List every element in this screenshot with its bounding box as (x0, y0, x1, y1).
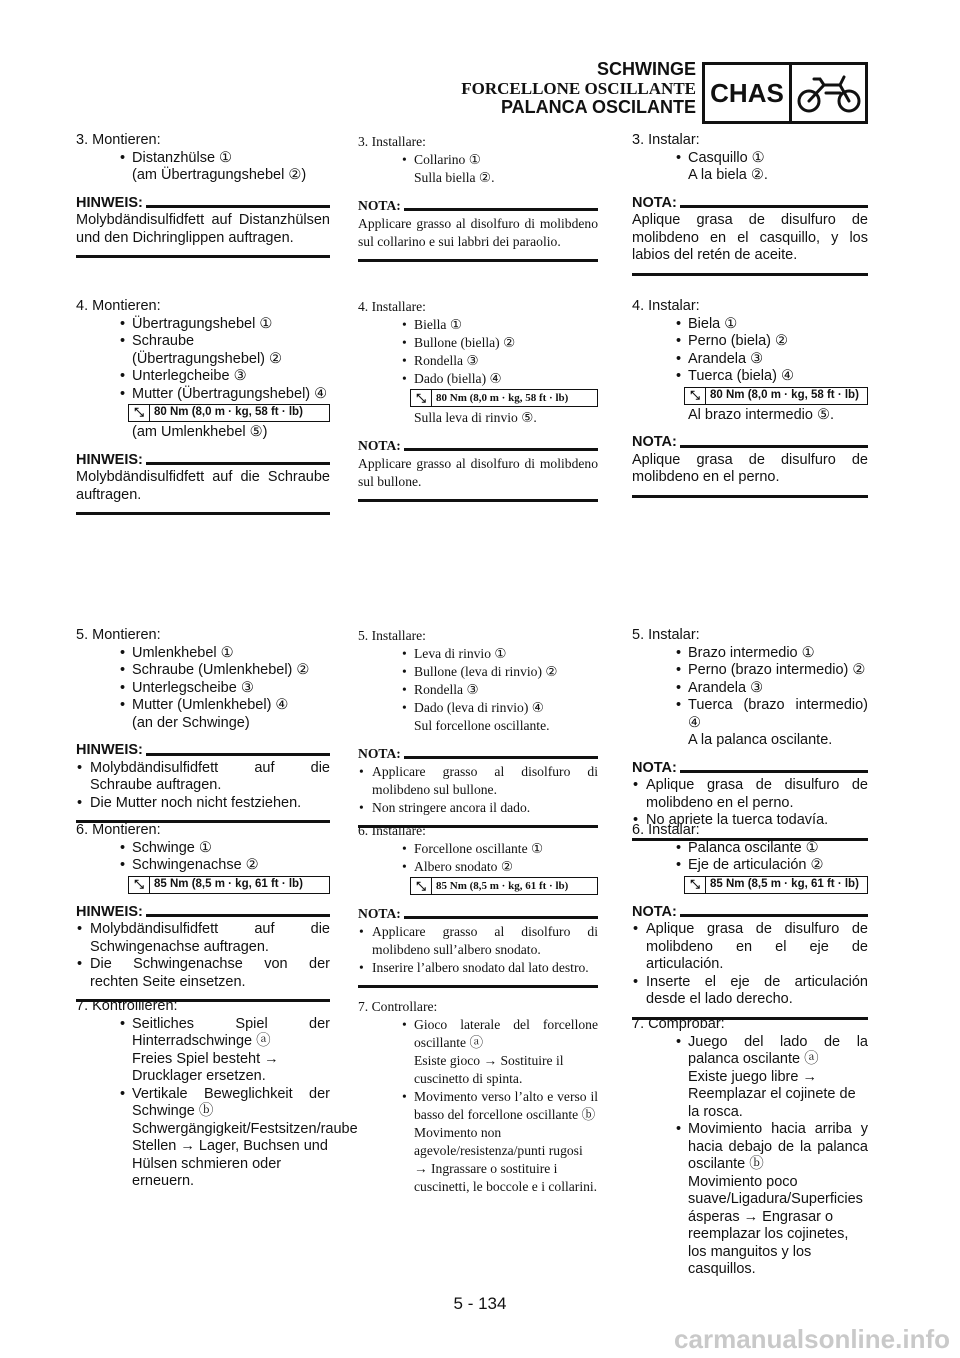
note-label: NOTA: (358, 197, 598, 215)
de-step-7 (76, 998, 358, 1191)
note-label: HINWEIS: (76, 452, 330, 470)
note-label: NOTA: (632, 434, 868, 452)
note-block (632, 760, 868, 830)
list-item-continued: A la palanca oscilante. (688, 732, 833, 748)
torque-spec (684, 876, 868, 894)
step-heading: 5. Installare: (358, 628, 426, 643)
es-step-4 (632, 298, 868, 498)
note-bullet: • Inserte el eje de articulación desde el lado derecho. (632, 974, 868, 1009)
es-step-7 (632, 1016, 868, 1279)
note-block (76, 452, 330, 505)
torque-spec (410, 877, 598, 895)
note-label: HINWEIS: (76, 904, 330, 922)
list-item-continued: Movimento non agevole/resistenza/punti rugosi → Ingrassare o sostituire i cuscinetti, le boccole e i collarini. (414, 1125, 598, 1194)
list-item: • Dado (biella) ④ (358, 370, 598, 388)
list-item: • Albero snodato ② (358, 858, 598, 876)
list-item-continued: Sulla biella ②. (414, 170, 495, 185)
list-item: • Unterlegscheibe ③ (76, 680, 330, 698)
list-item: • Rondella ③ (358, 352, 598, 370)
divider (76, 255, 330, 258)
list-item: • Schwinge ① (76, 840, 330, 858)
list-item: • Schwingenachse ② (76, 857, 330, 875)
list-item: • Tuerca (biela) ④ (632, 368, 868, 386)
list-item-continued: Schwergängigkeit/Festsitzen/raube Stellen → Lager, Buchsen und Hülsen schmieren oder erneuern. (132, 1120, 358, 1189)
de-step-3 (76, 132, 330, 258)
step-heading: 6. Instalar: (632, 822, 700, 838)
it-step-7 (358, 998, 598, 1196)
list-item: • Arandela ③ (632, 680, 868, 698)
step-heading: 7. Kontrollieren: (76, 998, 178, 1014)
list-item-continued: Al brazo intermedio ⑤. (688, 406, 834, 423)
list-item: • Mutter (Übertragungshebel) ④ (76, 386, 330, 404)
step-heading: 3. Installare: (358, 134, 426, 149)
note-block (632, 195, 868, 265)
list-item: • Movimento verso l’alto e verso il basso del forcellone oscillante ⓑ (358, 1088, 598, 1124)
list-item: • Palanca oscilante ① (632, 840, 868, 858)
divider (358, 985, 598, 988)
note-text: Molybdändisulfidfett auf die Schraube auftragen. (76, 469, 330, 503)
list-item: • Eje de articulación ② (632, 857, 868, 875)
step-heading: 4. Instalar: (632, 298, 700, 314)
list-item: • Leva di rinvio ① (358, 645, 598, 663)
it-step-3 (358, 133, 598, 262)
step-heading: 3. Montieren: (76, 132, 161, 148)
header-title-es: PALANCA OSCILANTE (501, 97, 696, 117)
section-label: CHAS (705, 65, 792, 121)
es-step-3 (632, 132, 868, 276)
torque-value: 80 Nm (8,0 m · kg, 58 ft · lb) (154, 406, 303, 419)
note-block (358, 905, 598, 977)
header-title-de: SCHWINGE (597, 59, 696, 79)
torque-spec (684, 387, 868, 405)
note-block (76, 904, 330, 992)
divider (358, 499, 598, 502)
note-bullet: • Applicare grasso al disolfuro di molibdeno sull’albero snodato. (358, 923, 598, 959)
list-item-continued: A la biela ②. (688, 167, 768, 183)
note-label: HINWEIS: (76, 195, 330, 213)
list-item: • Vertikale Beweglichkeit der Schwinge ⓑ (76, 1086, 330, 1121)
torque-spec (128, 876, 330, 894)
note-bullet: • Applicare grasso al disolfuro di molibdeno sul bullone. (358, 763, 598, 799)
step-heading: 6. Montieren: (76, 822, 161, 838)
note-bullet: • Molybdändisulfidfett auf die Schwingenachse auftragen. (76, 921, 330, 956)
note-bullet: • No apriete la tuerca todavía. (632, 812, 868, 830)
note-bullet: • Non stringere ancora il dado. (358, 799, 598, 817)
step-heading: 4. Installare: (358, 299, 426, 314)
list-item-continued: Existe juego libre → Reemplazar el cojinete de la rosca. (688, 1068, 856, 1120)
list-item: • Tuerca (brazo intermedio) ④ (632, 697, 868, 732)
es-step-5 (632, 627, 868, 841)
note-text: Aplique grasa de disulfuro de molibdeno en el casquillo, y los labios del retén de aceite. (632, 212, 868, 263)
section-badge (702, 62, 868, 124)
list-item: • Biela ① (632, 316, 868, 334)
note-label: NOTA: (358, 905, 598, 923)
list-item: • Biella ① (358, 316, 598, 334)
note-label: NOTA: (632, 195, 868, 213)
note-bullet: • Aplique grasa de disulfuro de molibdeno en el eje de articulación. (632, 921, 868, 974)
list-item: • Distanzhülse ① (76, 150, 330, 168)
torque-value: 80 Nm (8,0 m · kg, 58 ft · lb) (710, 388, 859, 401)
torque-spec (128, 404, 330, 422)
note-text: Applicare grasso al disolfuro di molibdeno sul bullone. (358, 456, 598, 489)
note-label: NOTA: (632, 904, 868, 922)
torque-spec (410, 389, 598, 407)
list-item: • Schraube (Übertragungshebel) ② (76, 333, 330, 368)
list-item: • Seitliches Spiel der Hinterradschwinge ⓐ (76, 1016, 330, 1051)
torque-value: 80 Nm (8,0 m · kg, 58 ft · lb) (436, 392, 569, 404)
list-item: • Forcellone oscillante ① (358, 840, 598, 858)
it-step-6 (358, 822, 598, 988)
step-heading: 4. Montieren: (76, 298, 161, 314)
list-item-continued: (am Übertragungshebel ②) (132, 167, 307, 183)
torque-wrench-icon: ⤡ (129, 405, 150, 421)
torque-value: 85 Nm (8,5 m · kg, 61 ft · lb) (710, 877, 859, 890)
note-block (76, 742, 330, 812)
watermark[interactable]: carmanualsonline.info (674, 1324, 950, 1354)
list-item: • Brazo intermedio ① (632, 645, 868, 663)
list-item: • Dado (leva di rinvio) ④ (358, 699, 598, 717)
list-item-continued: Sulla leva di rinvio ⑤. (414, 410, 537, 425)
note-block (632, 904, 868, 1009)
list-item-continued: Movimiento poco suave/Ligadura/Superficies ásperas → Engrasar o reemplazar los cojinetes, los manguitos y los casquillos. (688, 1173, 863, 1277)
note-block (358, 745, 598, 817)
torque-wrench-icon: ⤡ (129, 877, 150, 893)
note-label: NOTA: (358, 437, 598, 455)
list-item: • Mutter (Umlenkhebel) ④ (76, 697, 330, 715)
note-label: HINWEIS: (76, 742, 330, 760)
list-item: • Gioco laterale del forcellone oscillante ⓐ (358, 1016, 598, 1052)
list-item-continued: (am Umlenkhebel ⑤) (132, 424, 268, 440)
motorcycle-icon (792, 65, 865, 121)
list-item: • Movimiento hacia arriba y hacia debajo de la palanca oscilante ⓑ (632, 1121, 868, 1174)
list-item: • Schraube (Umlenkhebel) ② (76, 662, 330, 680)
note-bullet: • Aplique grasa de disulfuro de molibdeno en el perno. (632, 777, 868, 812)
note-bullet: • Inserire l’albero snodato dal lato destro. (358, 959, 598, 977)
step-heading: 5. Montieren: (76, 627, 161, 643)
torque-wrench-icon: ⤡ (411, 390, 432, 406)
note-bullet: • Molybdändisulfidfett auf die Schraube auftragen. (76, 760, 330, 795)
list-item-continued: Freies Spiel besteht → Drucklager ersetzen. (132, 1050, 279, 1084)
note-text: Molybdändisulfidfett auf Distanzhülsen und den Dichringlippen auftragen. (76, 212, 330, 246)
torque-value: 85 Nm (8,5 m · kg, 61 ft · lb) (436, 880, 569, 892)
list-item-continued: Sul forcellone oscillante. (414, 718, 550, 733)
de-step-4 (76, 298, 330, 515)
note-label: NOTA: (632, 760, 868, 778)
list-item: • Übertragungshebel ① (76, 316, 330, 334)
list-item: • Umlenkhebel ① (76, 645, 330, 663)
note-block (358, 197, 598, 251)
step-heading: 3. Instalar: (632, 132, 700, 148)
page-header-titles (461, 60, 696, 117)
step-heading: 7. Controllare: (358, 999, 438, 1014)
step-heading: 5. Instalar: (632, 627, 700, 643)
list-item: • Collarino ① (358, 151, 598, 169)
step-heading: 7. Comprobar: (632, 1016, 725, 1032)
page-number: 5 - 134 (453, 1294, 507, 1313)
list-item: • Bullone (leva di rinvio) ② (358, 663, 598, 681)
es-step-6 (632, 822, 868, 1020)
list-item: • Unterlegcheibe ③ (76, 368, 330, 386)
de-step-6 (76, 822, 330, 1002)
header-title-it: FORCELLONE OSCILLANTE (461, 79, 696, 98)
note-block (358, 437, 598, 491)
note-bullet: • Die Schwingenachse von der rechten Seite einsetzen. (76, 956, 330, 991)
divider (632, 495, 868, 498)
list-item: • Casquillo ① (632, 150, 868, 168)
de-step-5 (76, 627, 330, 823)
it-step-4 (358, 298, 598, 502)
torque-value: 85 Nm (8,5 m · kg, 61 ft · lb) (154, 877, 303, 890)
list-item-continued: Esiste gioco → Sostituire il cuscinetto di spinta. (414, 1053, 564, 1086)
torque-wrench-icon: ⤡ (685, 388, 706, 404)
divider (76, 512, 330, 515)
divider (358, 259, 598, 262)
note-text: Applicare grasso al disolfuro di molibdeno sul collarino e sui labbri dei paraolio. (358, 216, 598, 249)
note-block (76, 195, 330, 248)
note-text: Aplique grasa de disulfuro de molibdeno en el perno. (632, 451, 868, 485)
it-step-5 (358, 627, 598, 828)
list-item: • Rondella ③ (358, 681, 598, 699)
torque-wrench-icon: ⤡ (411, 878, 432, 894)
note-block (632, 434, 868, 487)
step-heading: 6. Installare: (358, 823, 426, 838)
note-label: NOTA: (358, 745, 598, 763)
list-item: • Juego del lado de la palanca oscilante ⓐ (632, 1034, 868, 1069)
list-item: • Arandela ③ (632, 351, 868, 369)
list-item: • Perno (brazo intermedio) ② (632, 662, 868, 680)
note-bullet: • Die Mutter noch nicht festziehen. (76, 795, 330, 813)
list-item: • Bullone (biella) ② (358, 334, 598, 352)
torque-wrench-icon: ⤡ (685, 877, 706, 893)
list-item-continued: (an der Schwinge) (132, 714, 250, 731)
list-item: • Perno (biela) ② (632, 333, 868, 351)
divider (632, 273, 868, 276)
